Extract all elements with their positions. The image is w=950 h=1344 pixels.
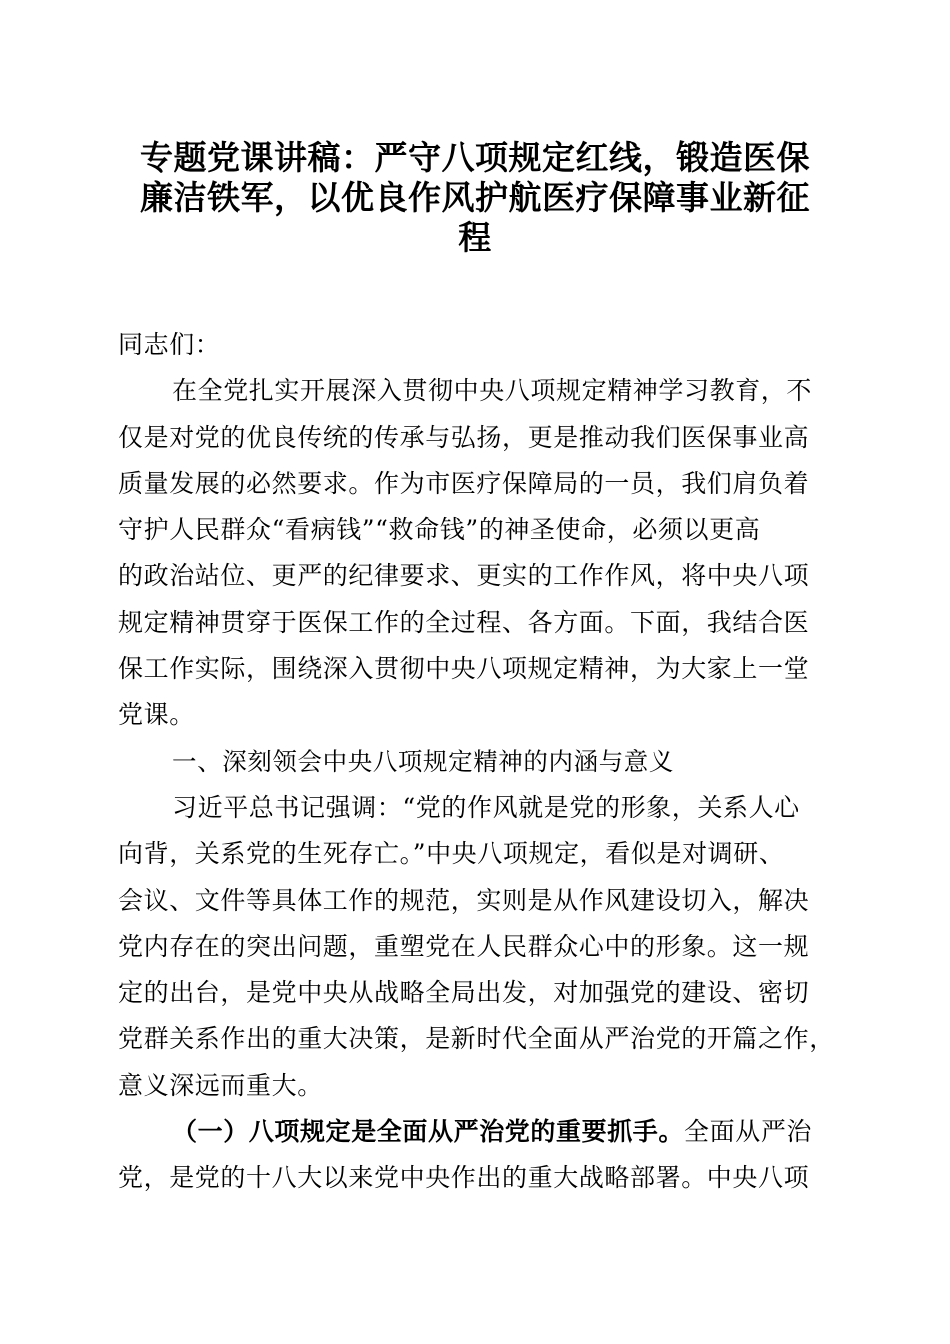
text-line: 在全党扎实开展深入贯彻中央八项规定精神学习教育，不 — [172, 376, 813, 406]
document-body — [118, 322, 835, 1202]
title-line: 廉洁铁军，以优良作风护航医疗保障事业新征 — [140, 178, 810, 217]
text-line: 仅是对党的优良传统的传承与弘扬，更是推动我们医保事业高 — [118, 422, 810, 452]
text-line: 定的出台，是党中央从战略全局出发，对加强党的建设、密切 — [118, 978, 810, 1008]
section-heading — [118, 739, 830, 785]
text-line: 向背，关系党的生死存亡。”中央八项规定，看似是对调研、 — [118, 839, 785, 869]
text-line: 质量发展的必然要求。作为市医疗保障局的一员，我们肩负着 — [118, 468, 810, 498]
text-line: 保工作实际，围绕深入贯彻中央八项规定精神，为大家上一堂 — [118, 654, 810, 684]
subsection-heading: （一）八项规定是全面从严治党的重要抓手。 — [172, 1117, 685, 1147]
salutation-text: 同志们： — [118, 330, 221, 359]
paragraph-intro — [118, 368, 830, 738]
text-line: 党内存在的突出问题，重塑党在人民群众心中的形象。这一规 — [118, 931, 810, 961]
text-line: 会议、文件等具体工作的规范，实则是从作风建设切入，解决 — [118, 885, 810, 915]
text-line: 规定精神贯穿于医保工作的全过程、各方面。下面，我结合医 — [118, 607, 810, 637]
text-line: 习近平总书记强调：“党的作风就是党的形象，关系人心 — [172, 792, 800, 822]
text-line: 守护人民群众“看病钱”“救命钱”的神圣使命，必须以更高 — [118, 515, 761, 545]
document-title — [110, 138, 840, 258]
text-line: 的政治站位、更严的纪律要求、更实的工作作风，将中央八项 — [118, 561, 810, 591]
salutation — [118, 322, 830, 368]
text-line: 党课。 — [118, 700, 195, 730]
title-line: 程 — [458, 218, 492, 257]
section-1-heading: 一、深刻领会中央八项规定精神的内涵与意义 — [172, 746, 674, 776]
text-line — [118, 1109, 830, 1155]
paragraph-subsection-1 — [118, 1109, 830, 1202]
subsection-text: 全面从严治 — [684, 1117, 813, 1147]
text-line: 意义深远而重大。 — [118, 1070, 323, 1100]
title-line: 专题党课讲稿：严守八项规定红线，锻造医保 — [140, 138, 810, 177]
paragraph-section-1 — [118, 785, 835, 1109]
text-line: 党，是党的十八大以来党中央作出的重大战略部署。中央八项 — [118, 1163, 810, 1193]
text-line: 党群关系作出的重大决策，是新时代全面从严治党的开篇之作， — [118, 1024, 835, 1054]
